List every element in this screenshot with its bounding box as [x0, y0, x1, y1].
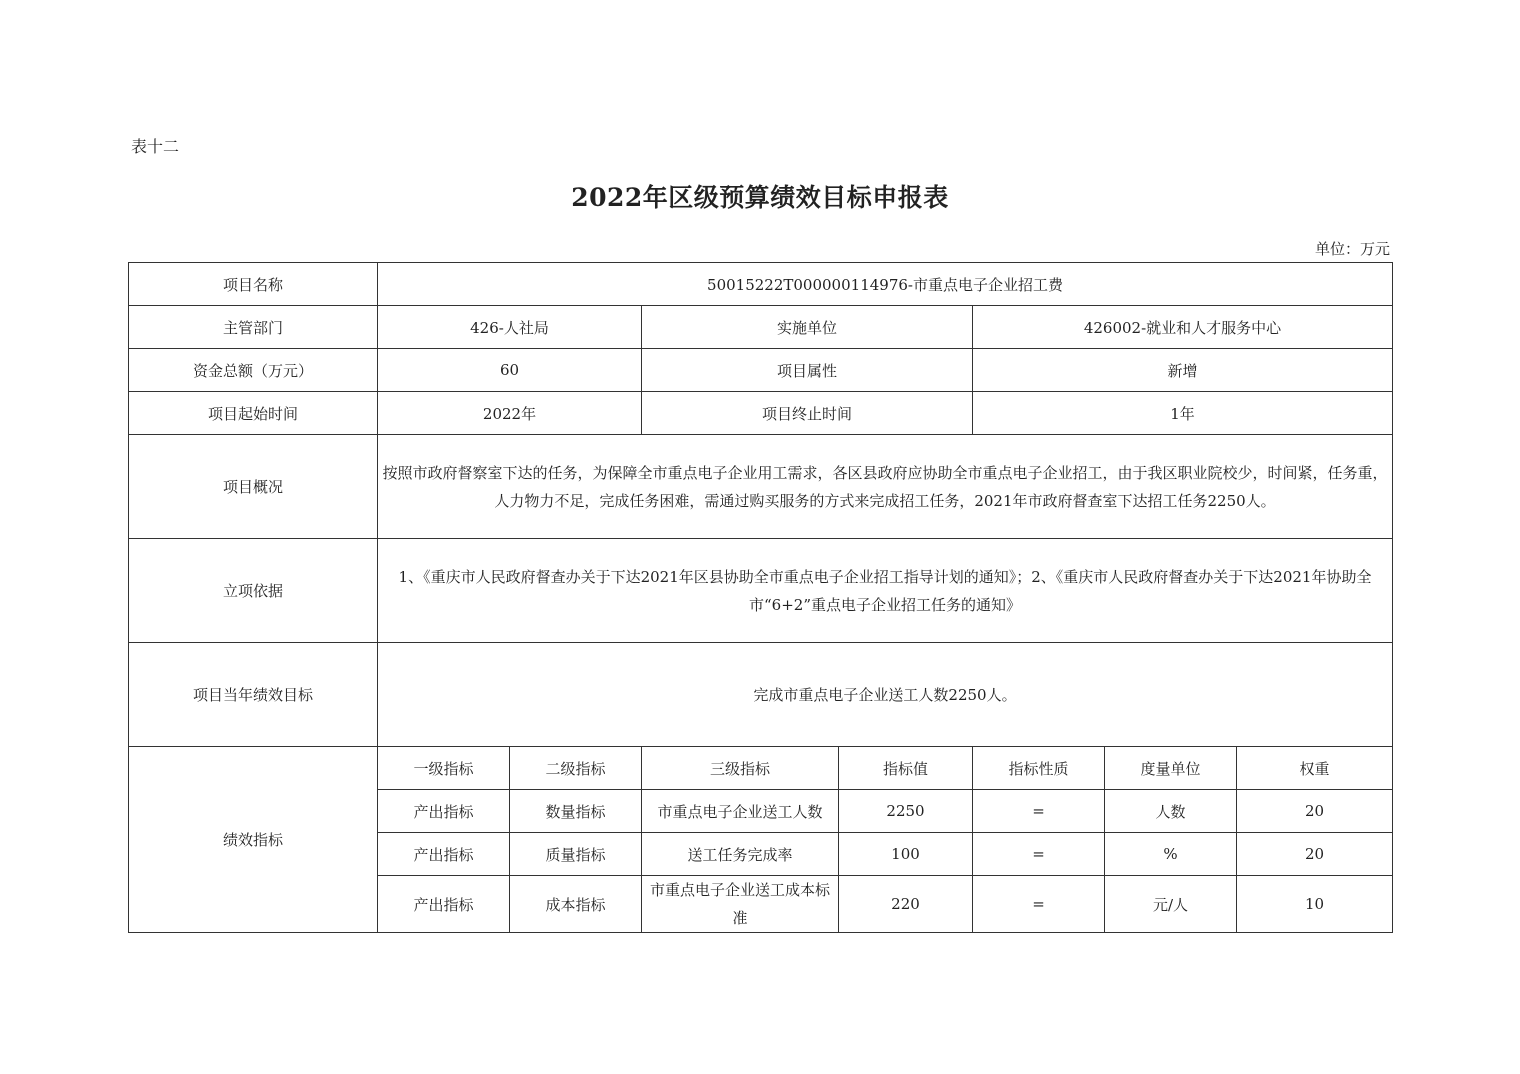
- level3-cell: 市重点电子企业送工成本标准: [642, 876, 839, 933]
- row-time: [129, 392, 1393, 435]
- end-time-label: 项目终止时间: [642, 392, 973, 435]
- level2-cell: 数量指标: [510, 790, 642, 833]
- nature-cell: =: [973, 833, 1105, 876]
- goal-value: 完成市重点电子企业送工人数2250人。: [378, 643, 1393, 747]
- table-label: 表十二: [131, 137, 180, 156]
- unit-cell: %: [1105, 833, 1237, 876]
- basis-label: 立项依据: [129, 539, 378, 643]
- indicator-header-row: [129, 747, 1393, 790]
- nature-cell: =: [973, 790, 1105, 833]
- start-time-label: 项目起始时间: [129, 392, 378, 435]
- header-nature: 指标性质: [973, 747, 1105, 790]
- value-cell: 100: [839, 833, 973, 876]
- impl-unit-label: 实施单位: [642, 306, 973, 349]
- header-unit: 度量单位: [1105, 747, 1237, 790]
- row-department: [129, 306, 1393, 349]
- level3-cell: 市重点电子企业送工人数: [642, 790, 839, 833]
- unit-cell: 元/人: [1105, 876, 1237, 933]
- value-cell: 2250: [839, 790, 973, 833]
- weight-cell: 10: [1237, 876, 1393, 933]
- page-title: 2022年区级预算绩效目标申报表: [571, 183, 949, 212]
- start-time-value: 2022年: [378, 392, 642, 435]
- attr-label: 项目属性: [642, 349, 973, 392]
- unit-note: 单位：万元: [1314, 240, 1390, 258]
- project-name-value: 50015222T000000114976-市重点电子企业招工费: [378, 263, 1393, 306]
- header-value: 指标值: [839, 747, 973, 790]
- header-level1: 一级指标: [378, 747, 510, 790]
- header-level3: 三级指标: [642, 747, 839, 790]
- overview-value: 按照市政府督察室下达的任务，为保障全市重点电子企业用工需求，各区县政府应协助全市重点电子企业招工，由于我区职业院校少，时间紧，任务重，人力物力不足，完成任务困难，需通过购买服务的方式来完成招工任务，2021年市政府督查室下达招工任务2250人。: [378, 435, 1393, 539]
- level1-cell: 产出指标: [378, 790, 510, 833]
- indicators-label: 绩效指标: [129, 747, 378, 933]
- dept-value: 426-人社局: [378, 306, 642, 349]
- header-level2: 二级指标: [510, 747, 642, 790]
- level1-cell: 产出指标: [378, 833, 510, 876]
- value-cell: 220: [839, 876, 973, 933]
- row-fund: [129, 349, 1393, 392]
- row-basis: [129, 539, 1393, 643]
- fund-value: 60: [378, 349, 642, 392]
- header-weight: 权重: [1237, 747, 1393, 790]
- fund-label: 资金总额（万元）: [129, 349, 378, 392]
- row-overview: [129, 435, 1393, 539]
- attr-value: 新增: [973, 349, 1393, 392]
- budget-performance-table: [128, 262, 1393, 933]
- level1-cell: 产出指标: [378, 876, 510, 933]
- level2-cell: 质量指标: [510, 833, 642, 876]
- level3-cell: 送工任务完成率: [642, 833, 839, 876]
- row-goal: [129, 643, 1393, 747]
- weight-cell: 20: [1237, 790, 1393, 833]
- project-name-label: 项目名称: [129, 263, 378, 306]
- level2-cell: 成本指标: [510, 876, 642, 933]
- overview-label: 项目概况: [129, 435, 378, 539]
- unit-cell: 人数: [1105, 790, 1237, 833]
- weight-cell: 20: [1237, 833, 1393, 876]
- goal-label: 项目当年绩效目标: [129, 643, 378, 747]
- impl-unit-value: 426002-就业和人才服务中心: [973, 306, 1393, 349]
- row-project-name: [129, 263, 1393, 306]
- end-time-value: 1年: [973, 392, 1393, 435]
- basis-value: 1、《重庆市人民政府督查办关于下达2021年区县协助全市重点电子企业招工指导计划的通知》；2、《重庆市人民政府督查办关于下达2021年协助全市“6+2”重点电子企业招工任务的通知》: [378, 539, 1393, 643]
- dept-label: 主管部门: [129, 306, 378, 349]
- nature-cell: =: [973, 876, 1105, 933]
